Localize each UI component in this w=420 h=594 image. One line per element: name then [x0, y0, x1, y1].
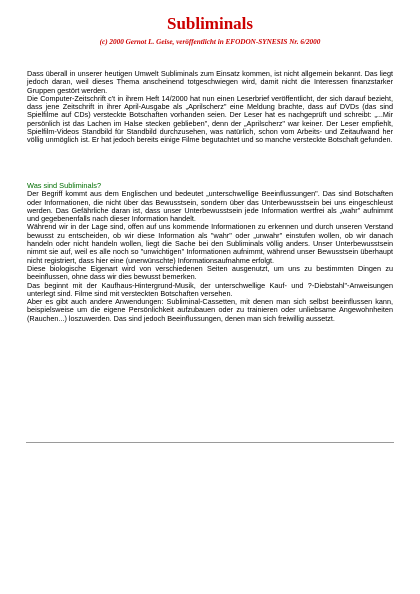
byline: (c) 2000 Gernot L. Geise, veröffentlicht in EFODON-SYNESIS Nr. 6/2000 — [99, 38, 321, 46]
intro-block — [27, 70, 393, 145]
section-paragraph: Während wir in der Lage sind, offen auf uns kommende Informationen zu erkennen und durch unseren Verstand bewusst zu entscheiden, ob wir diese Information als "wahr" oder „unwahr" einstufen wollen, ob wir danach handeln oder nicht handeln wollen, liegt die Sache bei den Subliminals völlig anders. Unser Unterbewusstsein nimmt sie auf, weil es alle noch so "unwichtigen" Informationen aufnimmt, während unser Bewusstsein überhaupt nicht registriert, dass hier eine (unerwünschte) Informationsaufnahme erfolgt. — [27, 222, 393, 265]
section-heading: Was sind Subliminals? — [27, 181, 102, 190]
footer-divider — [26, 442, 394, 443]
section-paragraph: Der Begriff kommt aus dem Englischen und bedeutet „unterschwellige Beeinflussungen". Das sind Botschaften oder Informationen, die nicht über das Bewusstsein, sondern über das Unterbewusstsein bei uns eingeschleust werden. Das Gefährliche daran ist, dass unser Unterbewusstsein jede Information wertfrei als „wahr" aufnimmt und gegebenenfalls nach dieser Information handelt. — [27, 189, 393, 224]
section-paragraph: Diese biologische Eigenart wird von verschiedenen Seiten ausgenutzt, um uns zu bestimmten Dingen zu beeinflussen, ohne dass wir dies bewusst bemerken. — [27, 263, 393, 282]
intro-paragraph: Die Computer-Zeitschrift c't in ihrem Heft 14/2000 hat nun einen Leserbrief veröffentlicht, der sich darauf bezieht, dass jene Zeitschrift in ihrer April-Ausgabe als „Aprilscherz" eine Meldung brachte, dass auf DVDs (das sind Spielfilme auf CDs) versteckte Botschaften vorhanden seien. Der Leser hat es nachgeprüft und schreibt: „...Mir persönlich ist das Lachen im Halse stecken geblieben", denn der „Aprilscherz" war keiner. Der Leser empfiehlt, Spielfilm-Videos Standbild für Standbild durchzusehen, was natürlich, schon vom Arbeits- und Zeitaufwand her völlig unmöglich ist. Er hat jedoch bereits einige Filme begutachtet und so manche versteckte Botschaft gefunden. — [27, 93, 393, 145]
section-block — [27, 182, 393, 323]
section-paragraph: Das beginnt mit der Kaufhaus-Hintergrund-Musik, der unterschwellige Kauf- und ?-Diebstahl"-Anweisungen unterlegt sind. Filme sind mit versteckten Botschaften versehen. — [27, 280, 393, 298]
page-title: Subliminals — [167, 14, 253, 33]
intro-paragraph: Dass überall in unserer heutigen Umwelt Subliminals zum Einsatz kommen, ist nicht allgemein bekannt. Das liegt jedoch daran, weil dieses Thema anscheinend totgeschwiegen wird, damit nicht die Interessen finanzstarker Gruppen gestört werden. — [27, 69, 393, 95]
section-paragraph: Aber es gibt auch andere Anwendungen: Subliminal-Cassetten, mit denen man sich selbst beeinflussen kann, beispielsweise um die eigene Persönlichkeit aufzubauen oder zu trainieren oder unliebsame Angewohnheiten (Rauchen...) loszuwerden. Das sind jedoch Beeinflussungen, denen man sich freiwillig aussetzt. — [27, 297, 393, 323]
